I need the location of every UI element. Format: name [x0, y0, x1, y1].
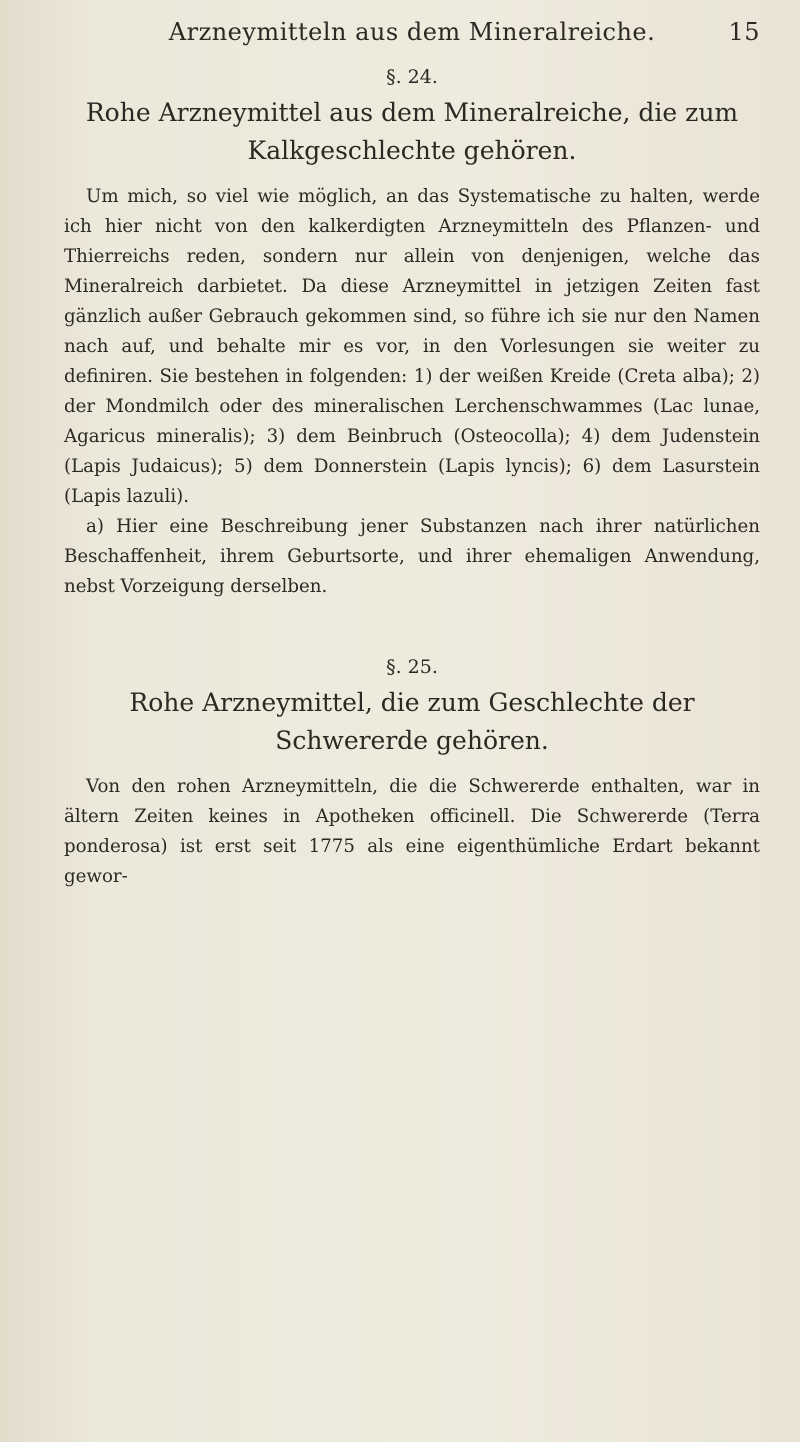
section-heading-line: Kalkgeschlechte gehören.: [247, 136, 577, 165]
section-number: §. 24.: [386, 66, 438, 88]
running-head-title: Arzneymitteln aus dem Mineralreiche.: [168, 18, 656, 46]
page-number: 15: [728, 18, 760, 46]
body-paragraph: Von den rohen Arzneymitteln, die die Schwererde enthalten, war in ältern Zeiten keines in Apotheken officinell. Die Schwererde (Terra ponderosa) ist erst seit 1775 als eine eigenthümliche Erdart bekannt gewor-: [64, 776, 760, 887]
body-paragraph: Um mich, so viel wie möglich, an das Systematische zu halten, werde ich hier nicht von den kalkerdigten Arzneymitteln des Pflanzen- und Thierreichs reden, sondern nur allein von denjenigen, welche das Mineralreich darbietet. Da diese Arzneymittel in jetzigen Zeiten fast gänzlich außer Gebrauch gekommen sind, so führe ich sie nur den Namen nach auf, und behalte mir es vor, in den Vorlesungen sie weiter zu definiren. Sie bestehen in folgenden: 1) der weißen Kreide (Creta alba); 2) der Mondmilch oder des mineralischen Lerchenschwammes (Lac lunae, Agaricus mineralis); 3) dem Beinbruch (Osteocolla); 4) dem Judenstein (Lapis Judaicus); 5) dem Donnerstein (Lapis lyncis); 6) dem Lasurstein (Lapis lazuli).: [64, 186, 760, 507]
section-heading-line: Schwererde gehören.: [275, 726, 549, 755]
spacer: [64, 602, 760, 646]
running-head: [64, 0, 760, 58]
section-heading: [64, 684, 760, 760]
section-heading-line: Rohe Arzneymittel, die zum Geschlechte der: [129, 688, 695, 717]
note-paragraph: a) Hier eine Beschreibung jener Substanzen nach ihrer natürlichen Beschaffenheit, ihrem Geburtsorte, und ihrer ehemaligen Anwendung, nebst Vorzeigung derselben.: [64, 516, 760, 597]
section-number: §. 25.: [386, 656, 438, 678]
section-heading: [64, 94, 760, 170]
section-heading-line: Rohe Arzneymittel aus dem Mineralreiche, die zum: [85, 98, 739, 127]
